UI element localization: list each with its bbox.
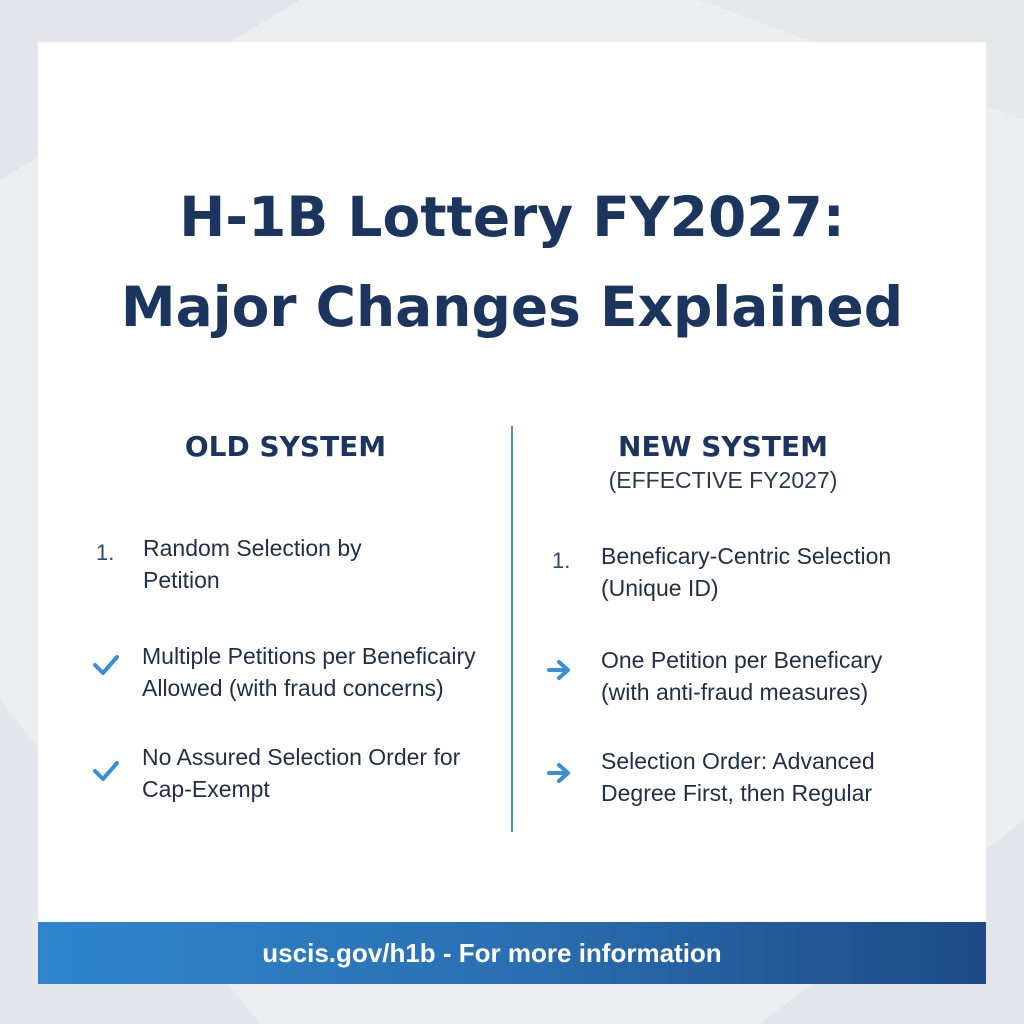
item-line-2: Degree First, then Regular <box>601 780 873 806</box>
item-line-2: (Unique ID) <box>601 575 719 601</box>
number-marker: 1. <box>552 548 571 573</box>
infographic-card <box>38 42 986 984</box>
number-marker: 1. <box>96 540 115 565</box>
title-line-1: H-1B Lottery FY2027: <box>179 185 845 249</box>
item-line-1: Beneficary-Centric Selection <box>601 543 892 569</box>
new-system-heading: NEW SYSTEM <box>618 430 828 463</box>
footer-banner <box>38 922 986 984</box>
footer-link-text[interactable]: uscis.gov/h1b - For more information <box>262 937 722 968</box>
page-title <box>38 172 986 352</box>
item-line-1: No Assured Selection Order for <box>142 744 461 770</box>
arrow-right-icon <box>546 762 572 784</box>
item-line-1: One Petition per Beneficary <box>601 647 883 673</box>
new-system-subheading: (EFFECTIVE FY2027) <box>608 467 838 493</box>
item-line-1: Selection Order: Advanced <box>601 748 875 774</box>
item-line-2: Allowed (with fraud concerns) <box>142 675 444 701</box>
title-line-2: Major Changes Explained <box>120 275 904 339</box>
item-line-1: Random Selection by <box>143 535 362 561</box>
item-line-2: (with anti-fraud measures) <box>601 679 869 705</box>
column-divider <box>511 426 513 832</box>
check-icon <box>92 654 120 676</box>
item-line-2: Petition <box>143 567 220 593</box>
item-line-1: Multiple Petitions per Beneficairy <box>142 643 476 669</box>
arrow-right-icon <box>546 659 572 681</box>
check-icon <box>92 760 120 782</box>
old-system-heading: OLD SYSTEM <box>184 430 387 463</box>
item-line-2: Cap-Exempt <box>142 776 270 802</box>
